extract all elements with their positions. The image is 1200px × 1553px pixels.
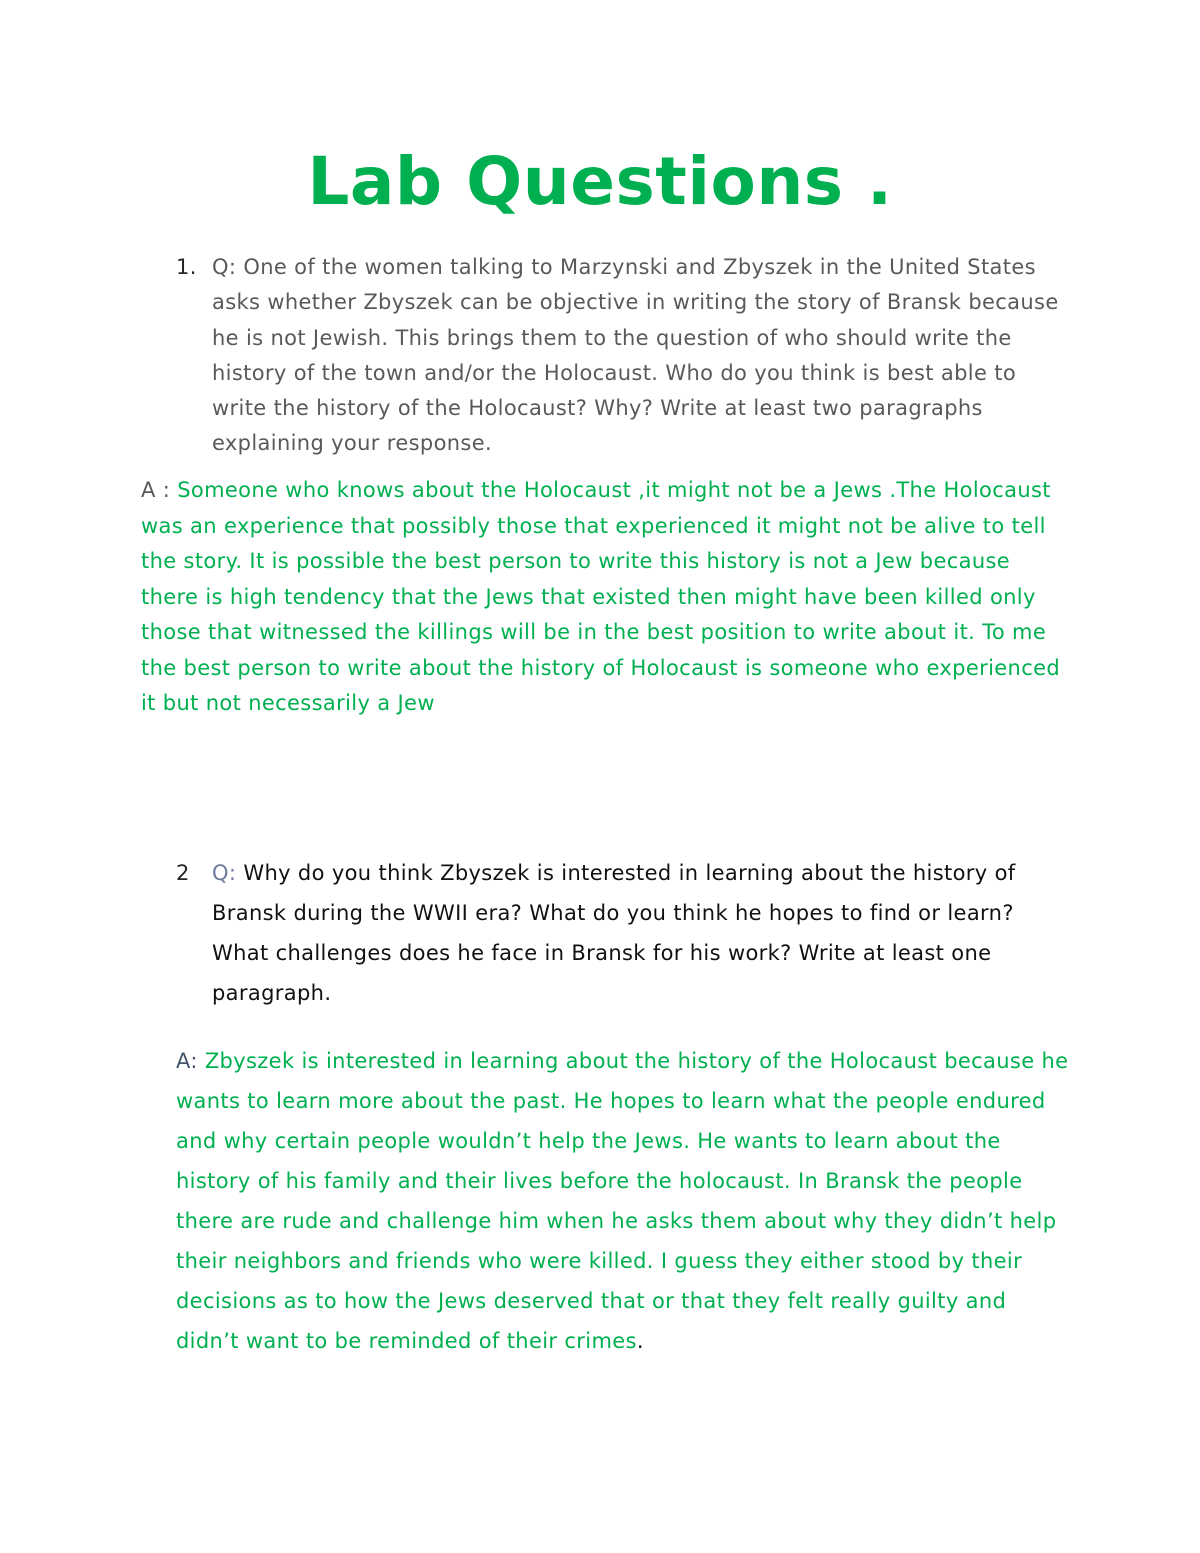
answer-2-label: A: — [176, 1049, 205, 1073]
answer-2 — [176, 1041, 1076, 1361]
question-2-number: 2 — [176, 861, 190, 885]
question-2-body — [212, 853, 1076, 1013]
question-2-text: Why do you think Zbyszek is interested in learning about the history of Bransk during the WWII era? What do you think he hopes to find or learn? What challenges does he face in Bransk for his work? Write at least one paragraph. — [212, 861, 1016, 1005]
answer-1-text: Someone who knows about the Holocaust ,it might not be a Jews .The Holocaust was an experience that possibly those that experienced it might not be alive to tell the story. It is possible the best person to write this history is not a Jew because there is high tendency that the Jews that existed then might have been killed only those that witnessed the killings will be in the best position to write about it. To me the best person to write about the history of Holocaust is someone who experienced it but not necessarily a Jew — [141, 478, 1061, 715]
question-1-number: 1. — [176, 255, 197, 279]
question-2 — [176, 853, 1076, 1013]
question-2-label: Q: — [212, 861, 244, 885]
question-1-text: Q: One of the women talking to Marzynski and Zbyszek in the United States asks whether Zbyszek can be objective in writing the story of Bransk because he is not Jewish. This brings them to the question of who should write the history of the town and/or the Holocaust. Who do you think is best able to write the history of the Holocaust? Why? Write at least two paragraphs explaining your response. — [212, 255, 1059, 456]
answer-2-end: . — [636, 1329, 644, 1353]
answer-1-label: A : — [141, 478, 178, 502]
question-1 — [176, 250, 1076, 462]
answer-2-text: Zbyszek is interested in learning about the history of the Holocaust because he wants to learn more about the past. He hopes to learn what the people endured and why certain people wouldn’t help the Jews. He wants to learn about the history of his family and their lives before the holocaust. In Bransk the people there are rude and challenge him when he asks them about why they didn’t help their neighbors and friends who were killed. I guess they either stood by their decisions as to how the Jews deserved that or that they felt really guilty and didn’t want to be reminded of their crimes — [176, 1049, 1069, 1353]
answer-1 — [141, 473, 1071, 722]
page-title: Lab Questions . — [307, 143, 893, 220]
